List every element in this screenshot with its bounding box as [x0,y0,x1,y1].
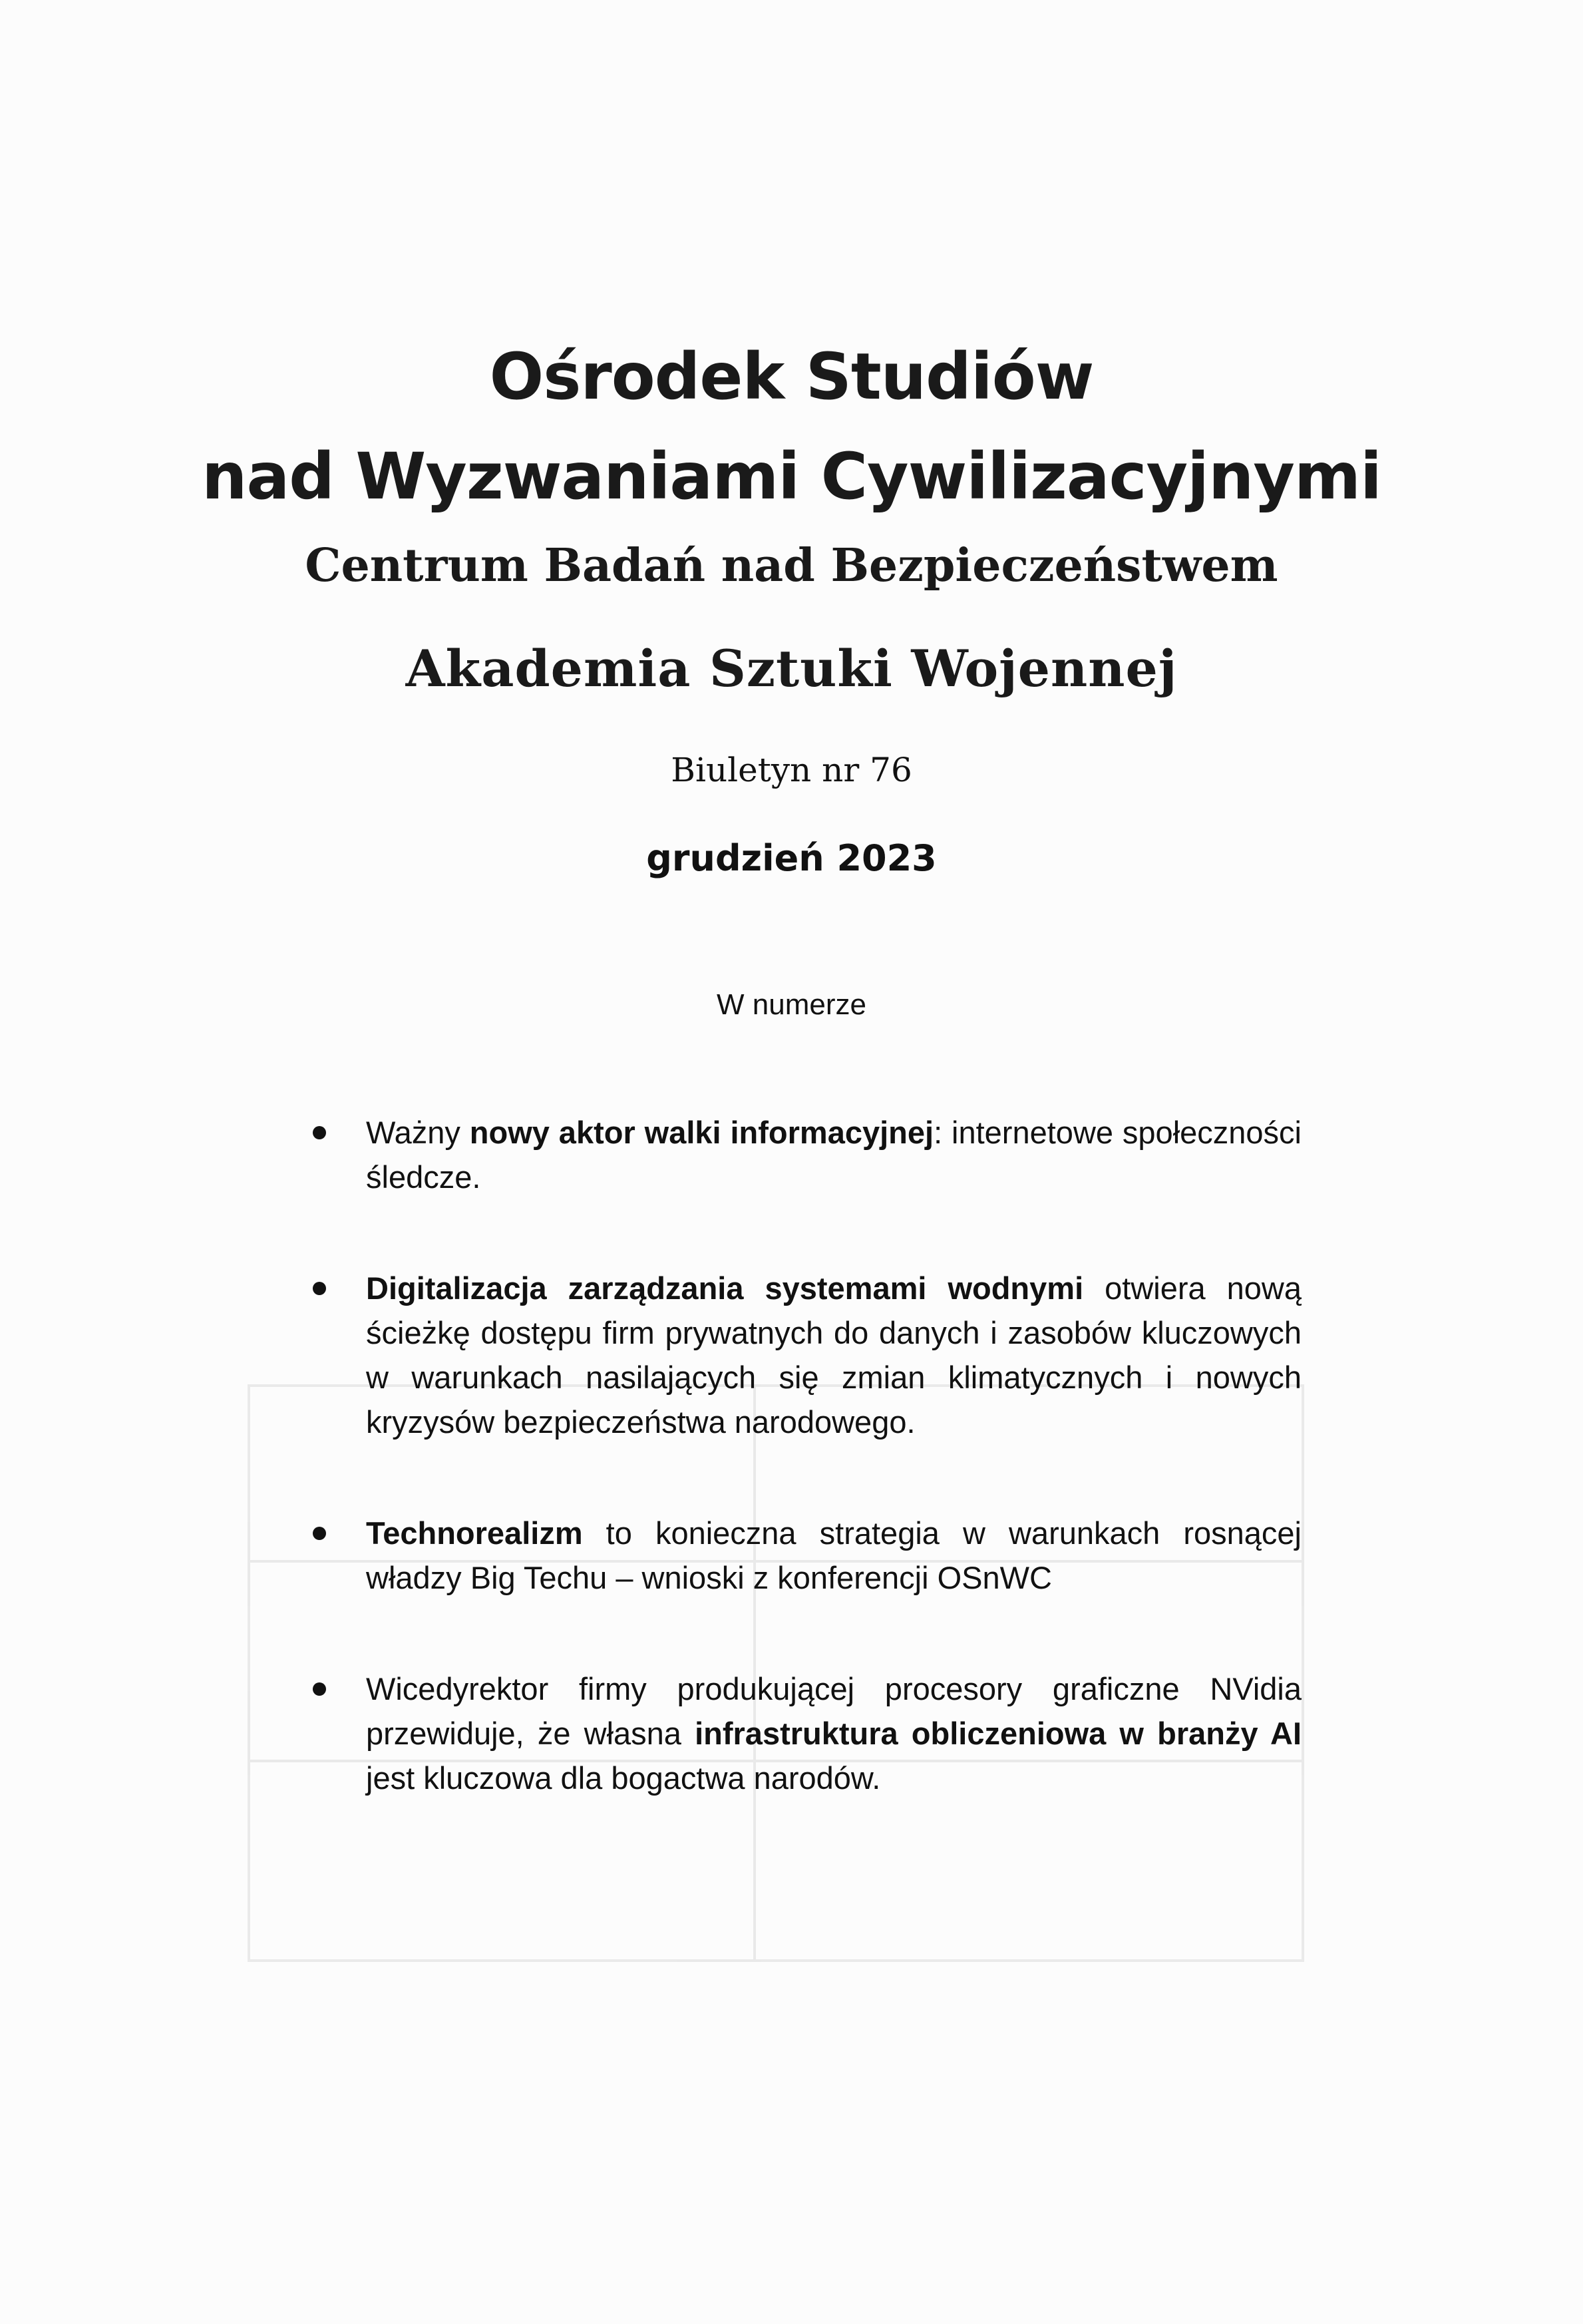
bulletin-number: Biuletyn nr 76 [671,751,912,789]
contents-item [313,1110,1302,1199]
contents-item-bold-text: Technorealizm [366,1515,583,1551]
contents-item-bold-text: nowy aktor walki informacyjnej [469,1115,934,1150]
contents-item-bold-text: infrastruktura obliczeniowa w branży AI [695,1716,1302,1751]
center-name: Centrum Badań nad Bezpieczeństwem [305,539,1278,592]
contents-item-text: Wicedyrektor firmy produkującej procesory graficzne NVidia przewiduje, że własna [366,1671,1302,1751]
contents-item-text: to konieczna strategia w warunkach rosnącej władzy Big Techu – wnioski z konferencji OSnWC [366,1515,1302,1595]
contents-item-text: jest kluczowa dla bogactwa narodów. [366,1760,881,1796]
title-line-1: Ośrodek Studiów [489,339,1094,414]
academy-name: Akademia Sztuki Wojennej [405,639,1178,698]
contents-item-text: Ważny [366,1115,470,1150]
contents-item-text: : internetowe społeczności śledcze. [366,1115,1302,1195]
contents-heading: W numerze [717,988,866,1021]
issue-date: grudzień 2023 [646,837,937,879]
contents-item-bold-text: Digitalizacja zarządzania systemami wodnymi [366,1270,1084,1306]
contents-item [313,1266,1302,1444]
title-line-2: nad Wyzwaniami Cywilizacyjnymi [202,439,1381,514]
contents-item [313,1666,1302,1800]
contents-item [313,1511,1302,1600]
contents-item-text: otwiera nową ścieżkę dostępu firm prywatnych do danych i zasobów kluczowych w warunkach nasilających się zmian klimatycznych i nowych kryzysów bezpieczeństwa narodowego. [366,1270,1302,1440]
contents-list [313,1110,1302,1867]
